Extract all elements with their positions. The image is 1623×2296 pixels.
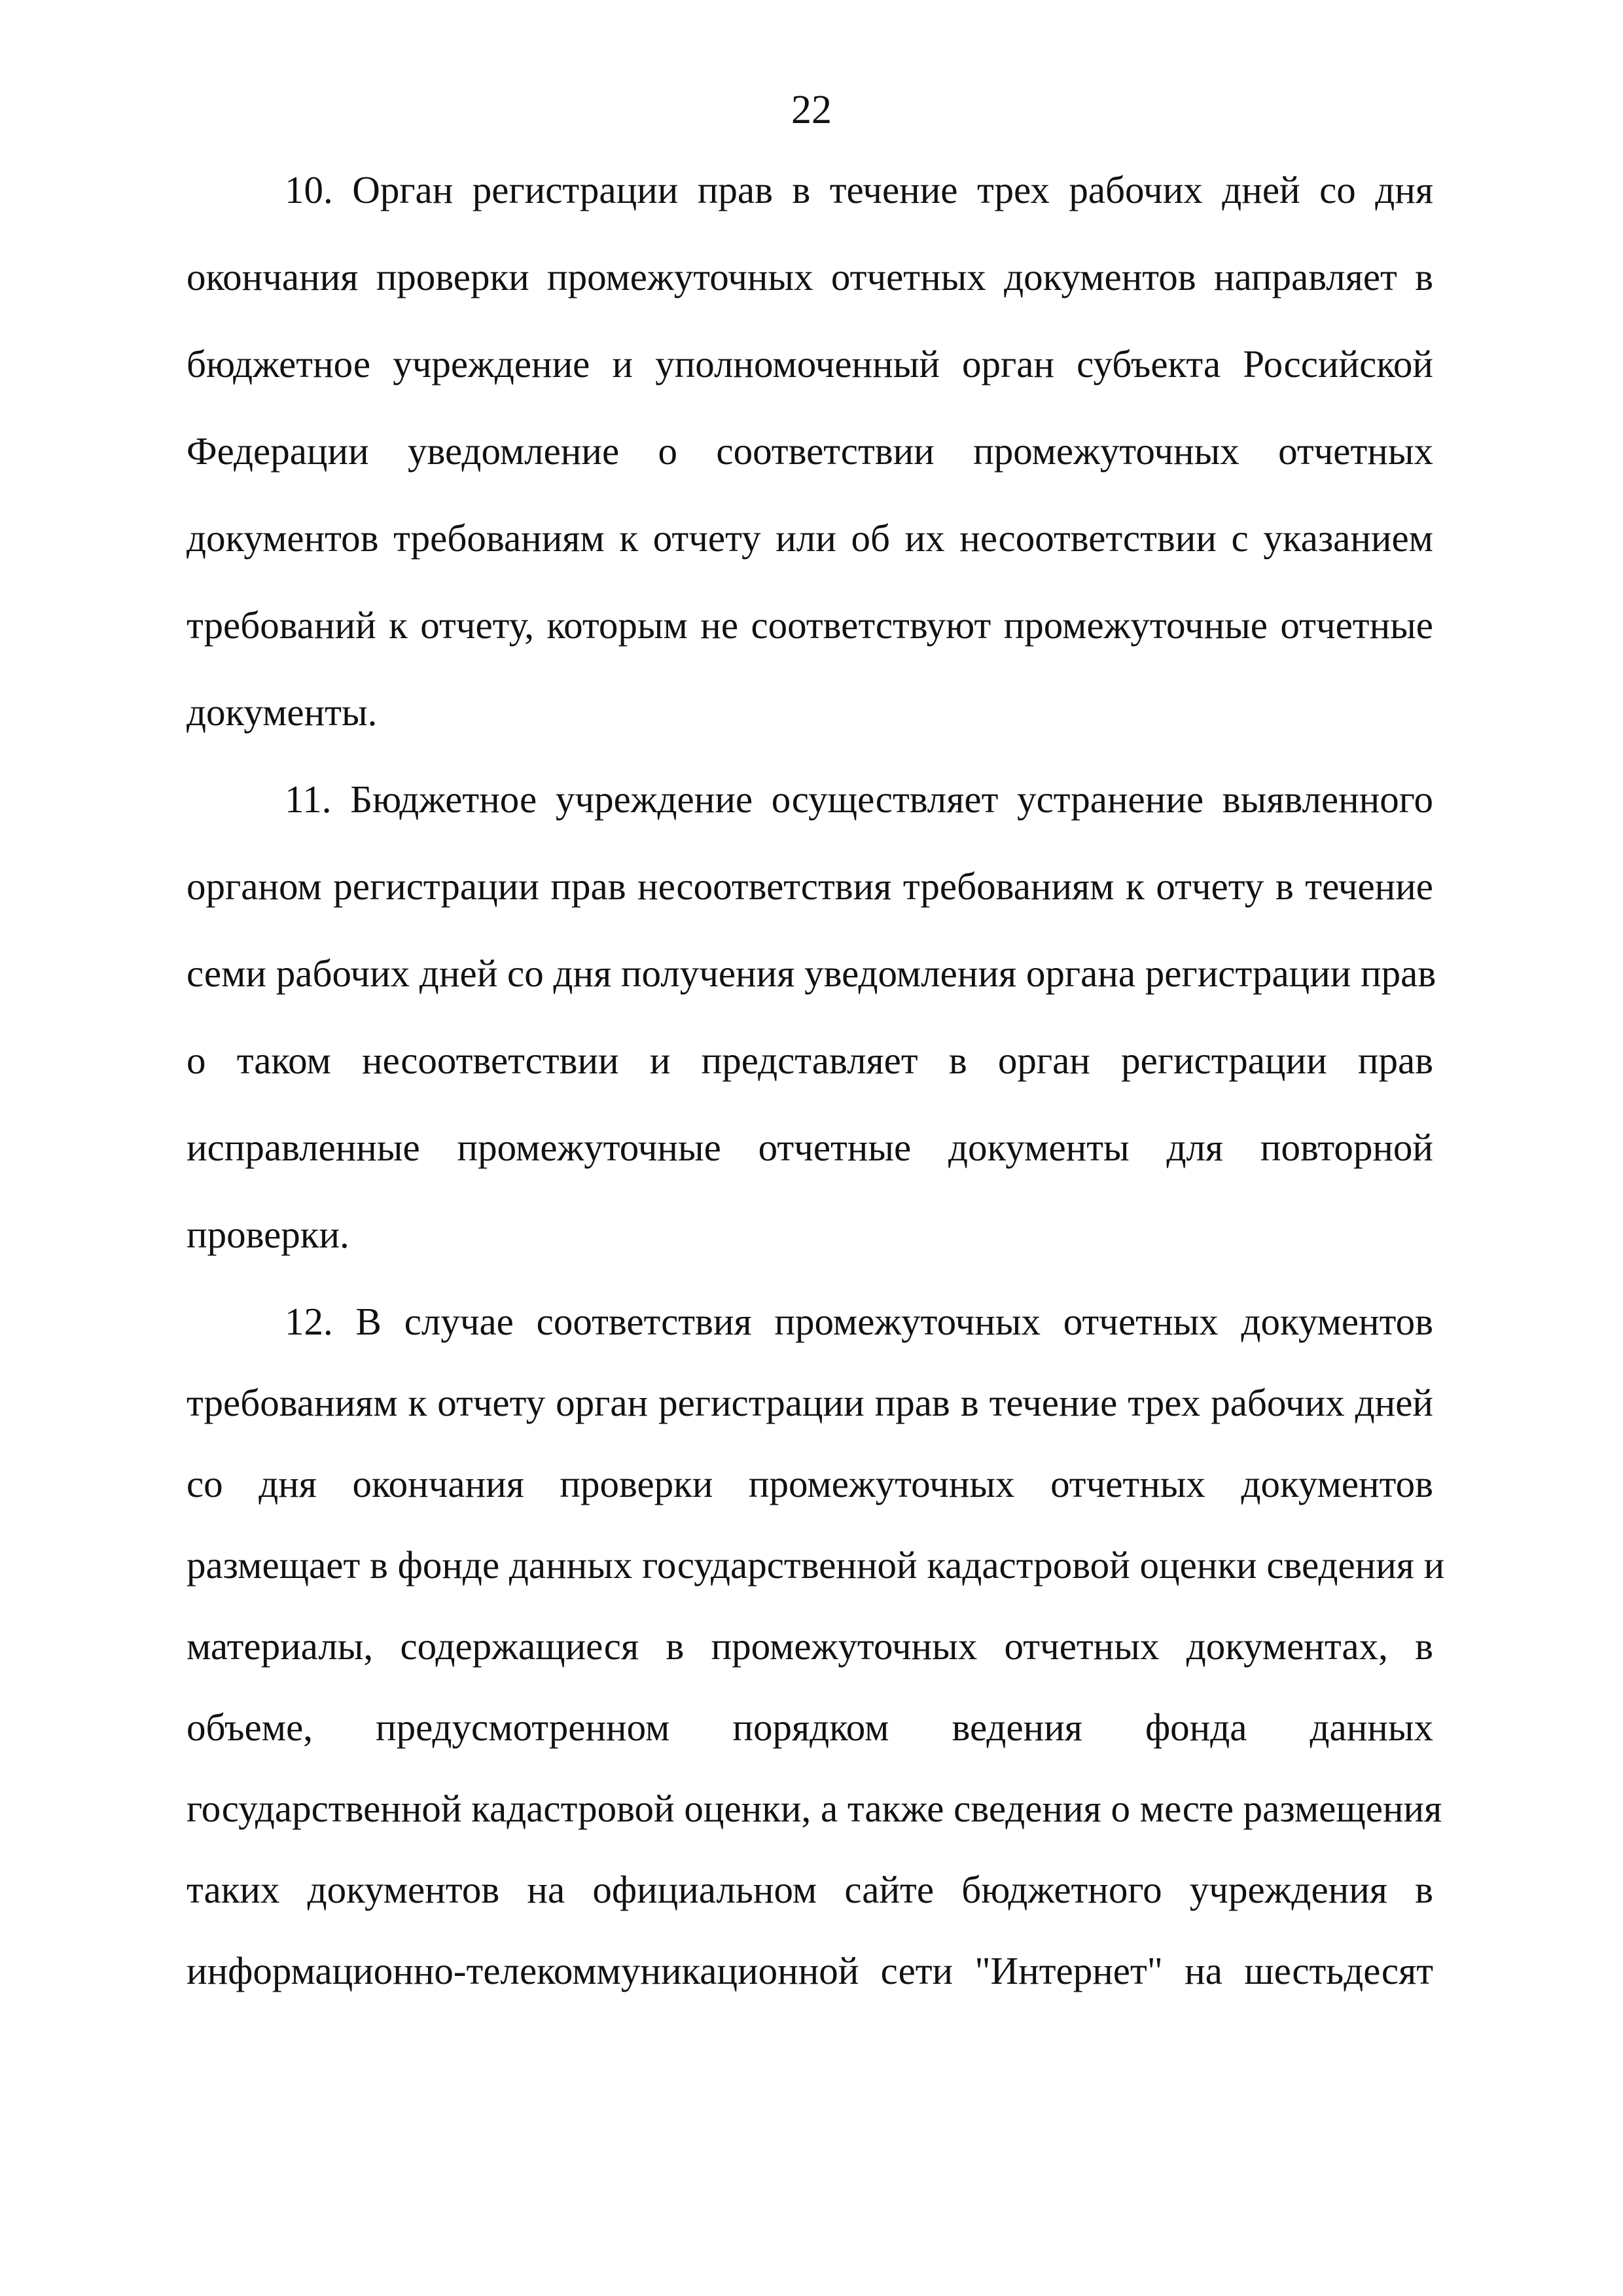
paragraph-11-line-1: 11. Бюджетное учреждение осуществляет устранение выявленного	[285, 778, 1433, 821]
paragraph-12-line-2: требованиям к отчету орган регистрации прав в течение трех рабочих дней	[187, 1381, 1433, 1424]
paragraph-12-line-1: 12. В случае соответствия промежуточных отчетных документов	[285, 1300, 1433, 1343]
page-number: 22	[791, 88, 832, 132]
paragraph-11-line-3: семи рабочих дней со дня получения уведомления органа регистрации прав	[187, 952, 1436, 995]
paragraph-12-line-5: материалы, содержащиеся в промежуточных отчетных документах, в	[187, 1624, 1433, 1668]
paragraph-10-line-1: 10. Орган регистрации прав в течение трех рабочих дней со дня	[285, 168, 1433, 211]
paragraph-10-line-5: документов требованиям к отчету или об их несоответствии с указанием	[187, 516, 1433, 560]
paragraph-10-line-6: требований к отчету, которым не соответствуют промежуточные отчетные	[187, 603, 1433, 647]
paragraph-12-line-4: размещает в фонде данных государственной кадастровой оценки сведения и	[187, 1543, 1445, 1587]
paragraph-10-line-3: бюджетное учреждение и уполномоченный орган субъекта Российской	[187, 342, 1433, 386]
paragraph-12-line-8: таких документов на официальном сайте бюджетного учреждения в	[187, 1868, 1433, 1911]
paragraph-11-line-4: о таком несоответствии и представляет в орган регистрации прав	[187, 1039, 1433, 1082]
paragraph-11-line-5: исправленные промежуточные отчетные документы для повторной	[187, 1126, 1433, 1169]
paragraph-10-line-2: окончания проверки промежуточных отчетных документов направляет в	[187, 255, 1433, 298]
paragraph-10-line-7: документы.	[187, 691, 378, 734]
paragraph-10-line-4: Федерации уведомление о соответствии промежуточных отчетных	[187, 429, 1433, 473]
paragraph-12-line-9: информационно-телекоммуникационной сети "Интернет" на шестьдесят	[187, 1949, 1433, 1992]
paragraph-11-line-2: органом регистрации прав несоответствия требованиям к отчету в течение	[187, 865, 1433, 908]
paragraph-11-line-6: проверки.	[187, 1213, 349, 1256]
paragraph-12-line-3: со дня окончания проверки промежуточных отчетных документов	[187, 1462, 1433, 1505]
paragraph-12-line-6: объеме, предусмотренном порядком ведения фонда данных	[187, 1706, 1433, 1749]
paragraph-12-line-7: государственной кадастровой оценки, а также сведения о месте размещения	[187, 1787, 1442, 1830]
